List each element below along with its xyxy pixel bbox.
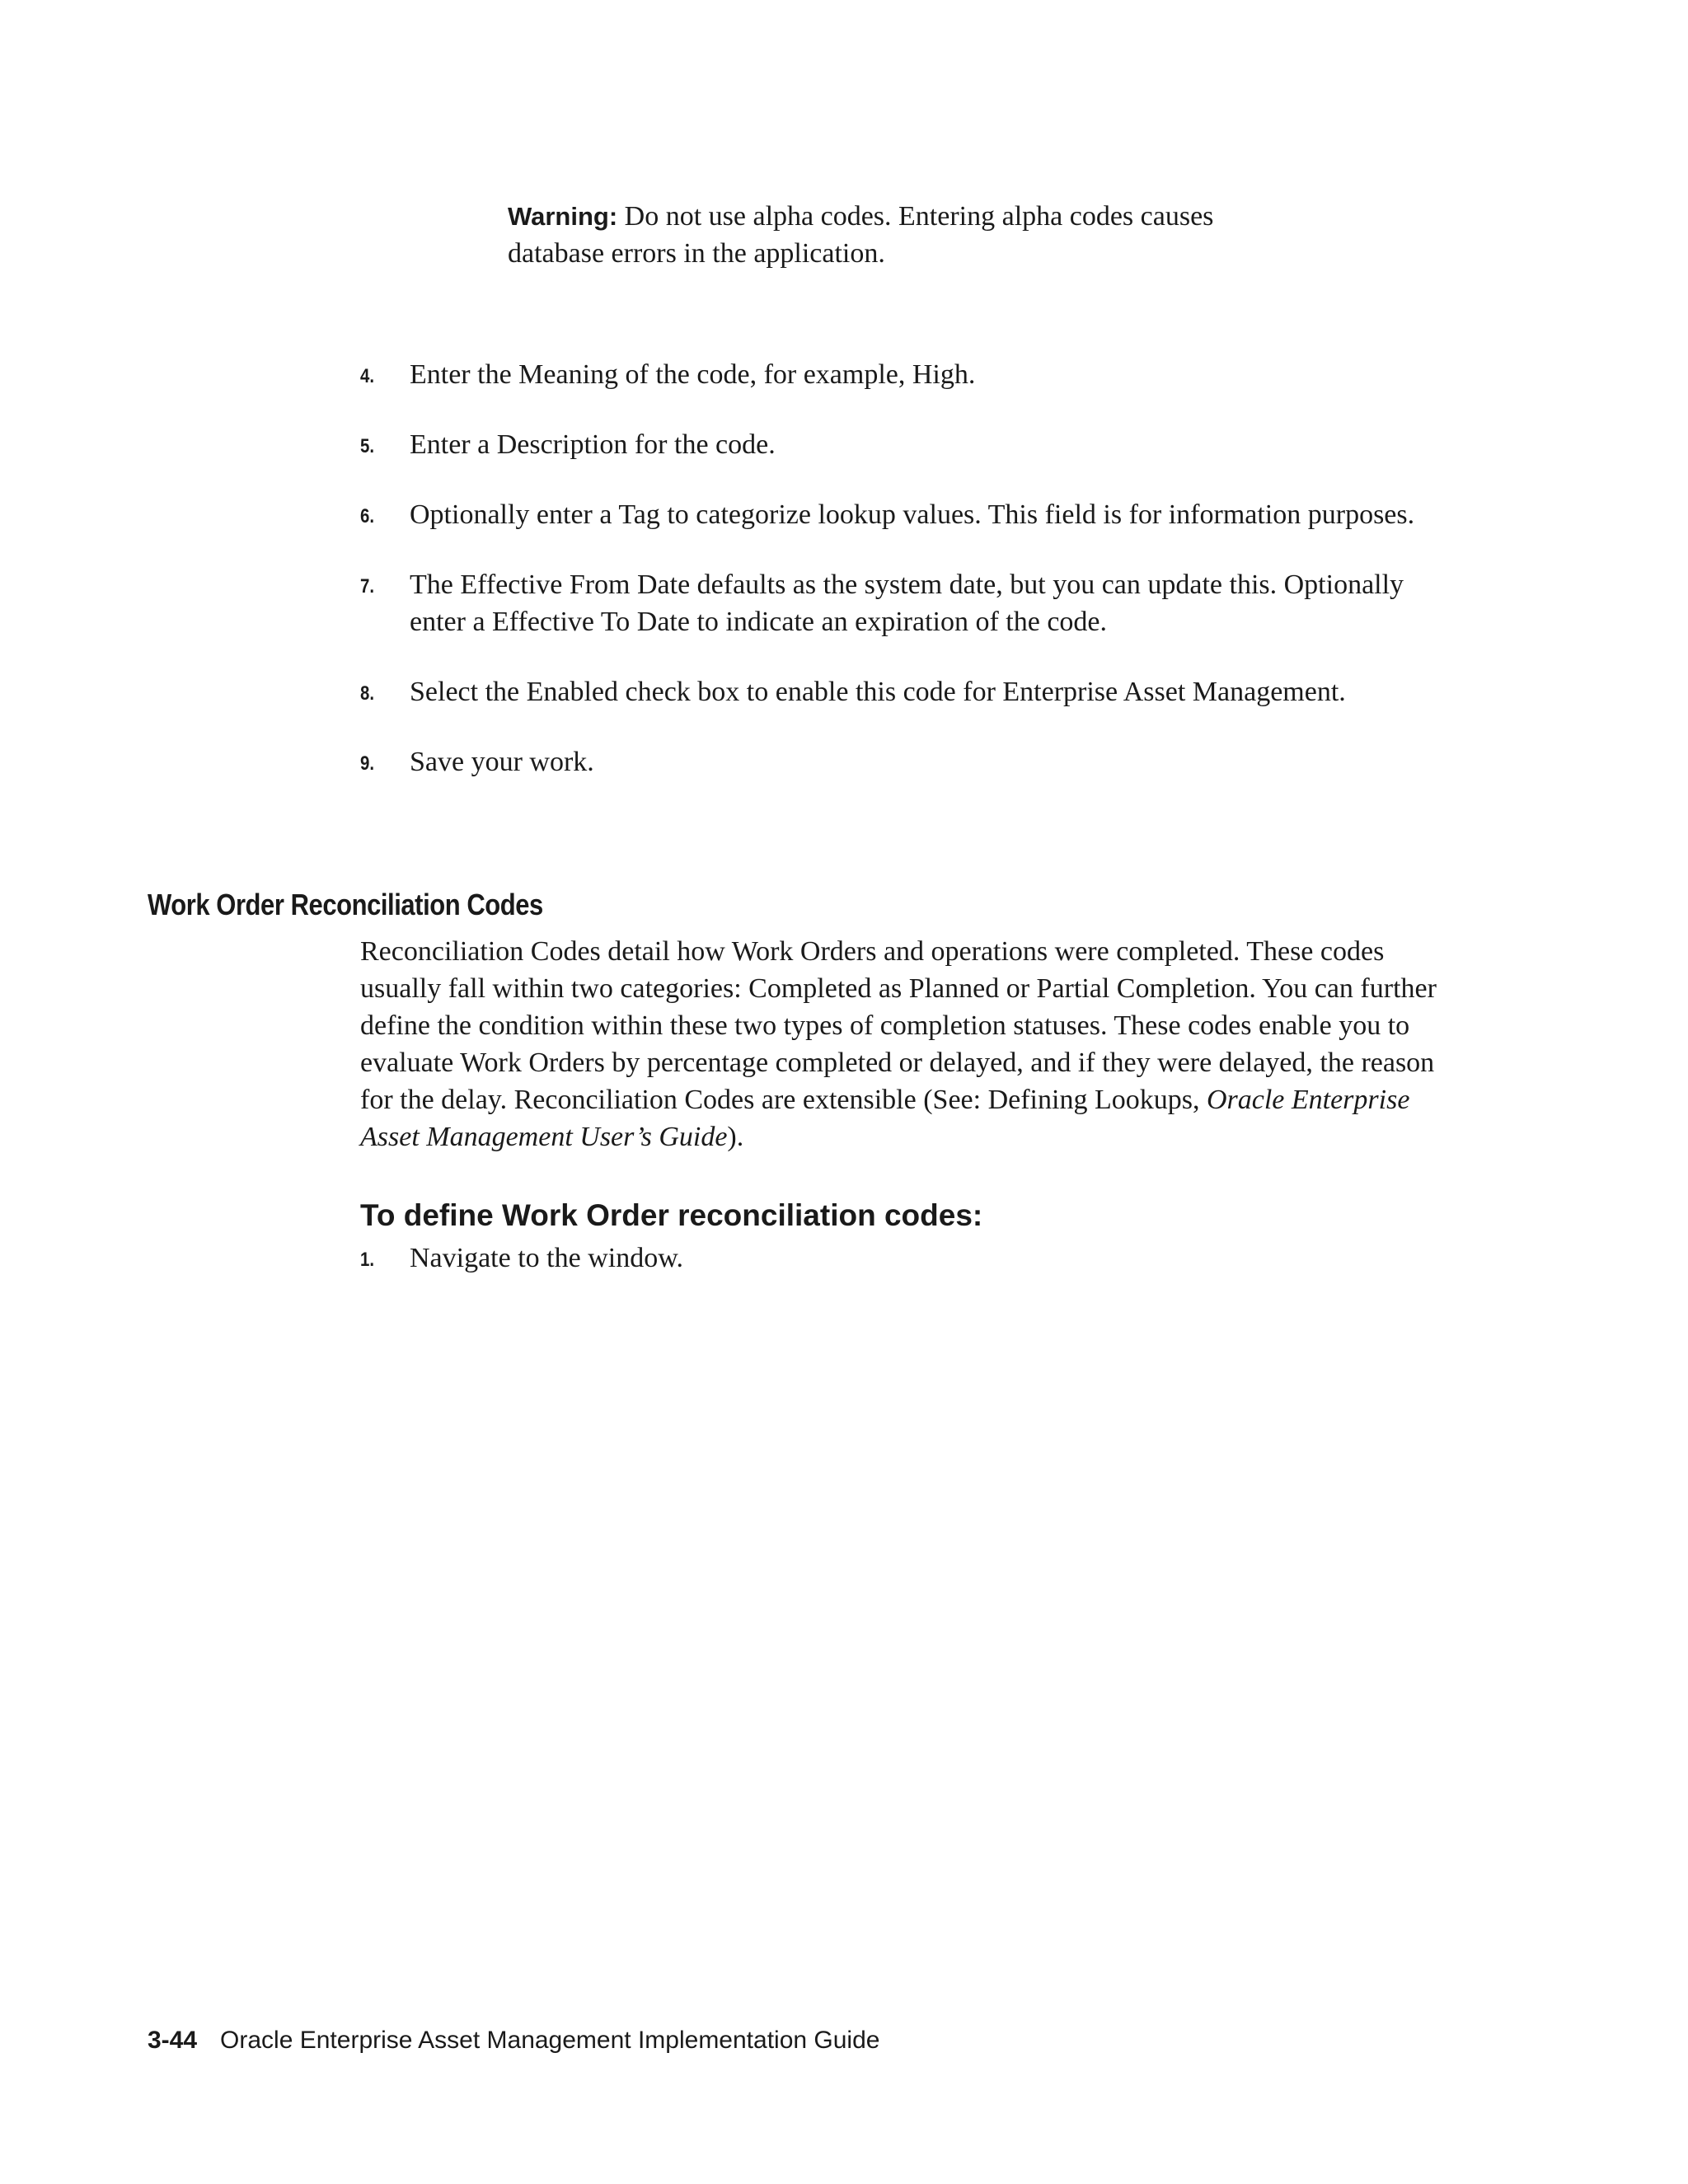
list-item xyxy=(360,743,1432,780)
section-body-text: Reconciliation Codes detail how Work Orders and operations were completed. These codes usually fall within two categories: Completed as Planned or Partial Completion. You can further define the condition within these two types of completion statuses. These codes enable you to evaluate Work Orders by percentage completed or delayed, and if they were delayed, the reason for the delay. Reconciliation Codes are extensible (See: Defining Lookups, xyxy=(360,936,1437,1115)
list-item xyxy=(360,496,1432,533)
list-item xyxy=(360,426,1432,463)
section-body-end: ). xyxy=(727,1122,744,1152)
step-number: 1. xyxy=(360,1249,375,1271)
section-heading: Work Order Reconciliation Codes xyxy=(148,888,543,921)
step-text: Select the Enabled check box to enable this code for Enterprise Asset Management. xyxy=(410,677,1346,707)
step-text: Navigate to the window. xyxy=(410,1243,684,1273)
step-number: 5. xyxy=(360,435,375,457)
warning-note xyxy=(508,198,1299,272)
step-number: 4. xyxy=(360,365,375,387)
step-number: 6. xyxy=(360,505,375,527)
warning-text: Do not use alpha codes. Entering alpha codes causes database errors in the application. xyxy=(508,201,1214,269)
step-number: 7. xyxy=(360,575,375,598)
guide-reference: Oracle Enterprise Asset Management User’s Guide xyxy=(360,1085,1410,1152)
procedure-steps xyxy=(360,356,1432,813)
step-number: 8. xyxy=(360,682,375,705)
step-text: The Effective From Date defaults as the system date, but you can update this. Optionally enter a Effective To Date to indicate an expiration of the code. xyxy=(410,569,1404,637)
step-text: Save your work. xyxy=(410,747,594,777)
book-title: Oracle Enterprise Asset Management Implementation Guide xyxy=(220,2027,880,2054)
step-number: 9. xyxy=(360,752,375,775)
list-item xyxy=(360,566,1432,640)
procedure-heading: To define Work Order reconciliation codes: xyxy=(360,1198,983,1232)
section-body xyxy=(360,933,1440,1155)
warning-label: Warning: xyxy=(508,202,618,231)
procedure-steps-reconciliation xyxy=(360,1240,1432,1310)
page-number: 3-44 xyxy=(148,2027,198,2054)
list-item xyxy=(360,356,1432,393)
step-text: Optionally enter a Tag to categorize lookup values. This field is for information purposes. xyxy=(410,499,1415,530)
list-item xyxy=(360,1240,1432,1277)
step-text: Enter the Meaning of the code, for example, High. xyxy=(410,359,976,390)
list-item xyxy=(360,673,1432,710)
step-text: Enter a Description for the code. xyxy=(410,429,776,460)
page-footer xyxy=(148,2024,879,2057)
